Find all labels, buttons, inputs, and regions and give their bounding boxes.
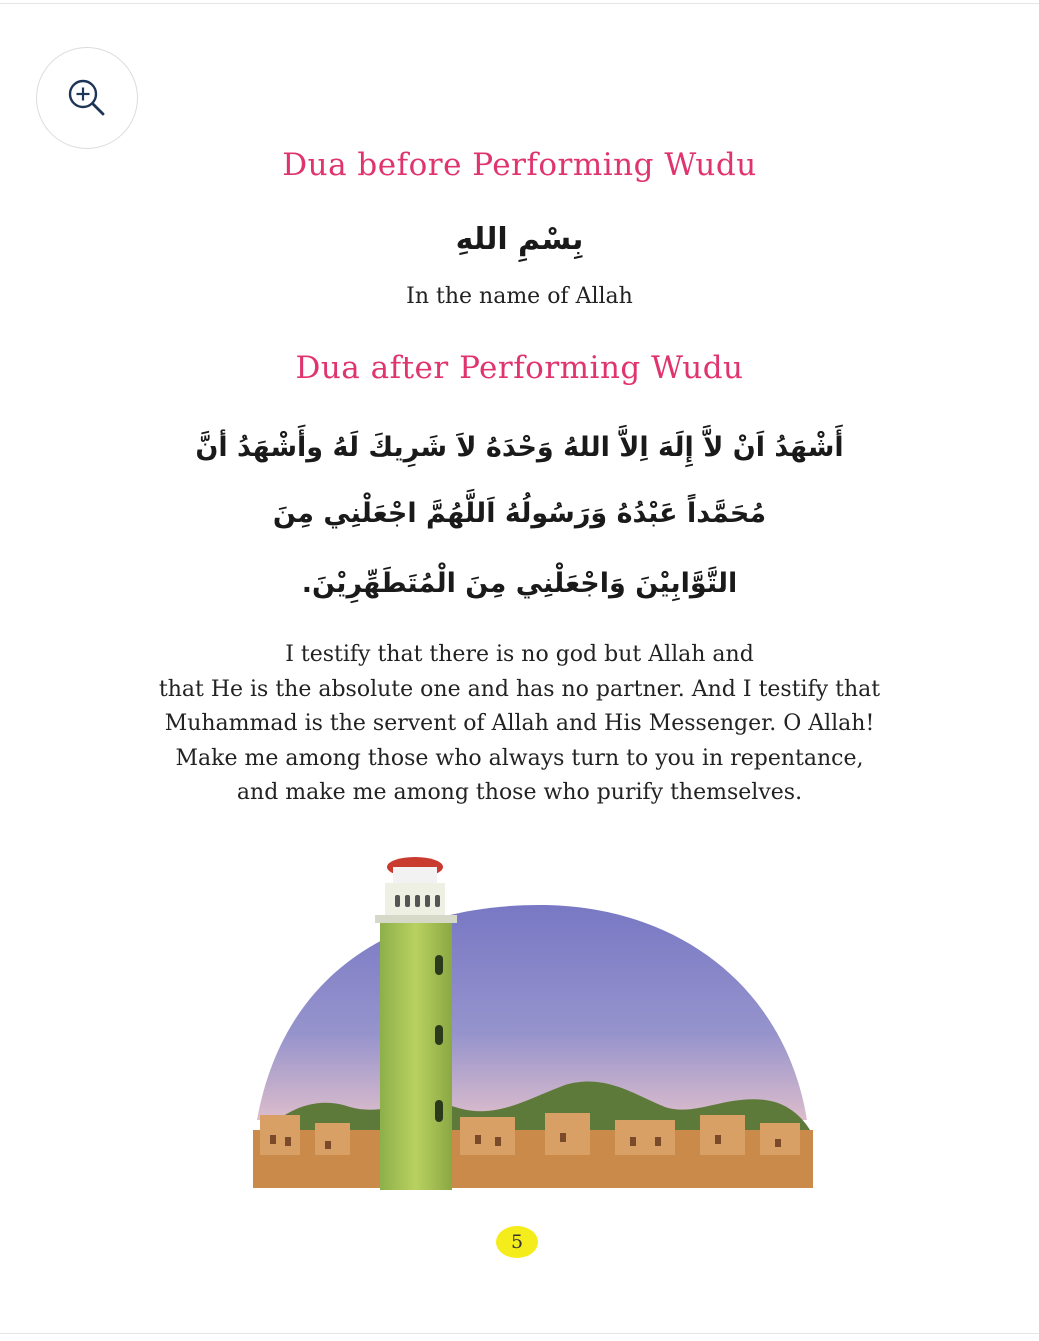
translation-line: and make me among those who purify themselves.	[236, 780, 803, 805]
dua-translation	[0, 638, 1039, 811]
translation-line: I testify that there is no god but Allah and	[285, 642, 754, 667]
heading-after-wudu: Dua after Performing Wudu	[295, 350, 744, 386]
basmala-translation: In the name of Allah	[406, 284, 633, 309]
top-border	[0, 3, 1039, 4]
arabic-dua-line: مُحَمَّداً عَبْدُهُ وَرَسُولُهُ اَللَّهُمَّ اجْعَلْنِي مِنَ	[272, 498, 767, 529]
zoom-in-icon	[65, 76, 109, 120]
page-number-badge: 5	[496, 1226, 538, 1258]
zoom-in-button[interactable]	[36, 47, 138, 149]
heading-before-wudu: Dua before Performing Wudu	[282, 147, 757, 183]
translation-line: that He is the absolute one and has no partner. And I testify that	[158, 676, 881, 702]
bottom-border	[0, 1333, 1039, 1334]
translation-line: Muhammad is the servent of Allah and His Messenger. O Allah!	[164, 711, 875, 736]
sky-dome	[257, 905, 807, 1120]
translation-line: Make me among those who always turn to you in repentance,	[175, 745, 864, 771]
basmala-arabic: بِسْمِ اللهِ	[455, 222, 584, 257]
arabic-dua-line: التَّوَّابِيْنَ وَاجْعَلْنِي مِنَ الْمُتَطَهِّرِيْنَ.	[301, 568, 738, 599]
arabic-dua-line: أَشْهَدُ اَنْ لاَّ إِلَهَ اِلاَّ اللهُ وَحْدَهُ لاَ شَرِيكَ لَهُ وأَشْهَدُ أنَّ	[195, 432, 844, 463]
mosque-illustration	[245, 845, 815, 1195]
